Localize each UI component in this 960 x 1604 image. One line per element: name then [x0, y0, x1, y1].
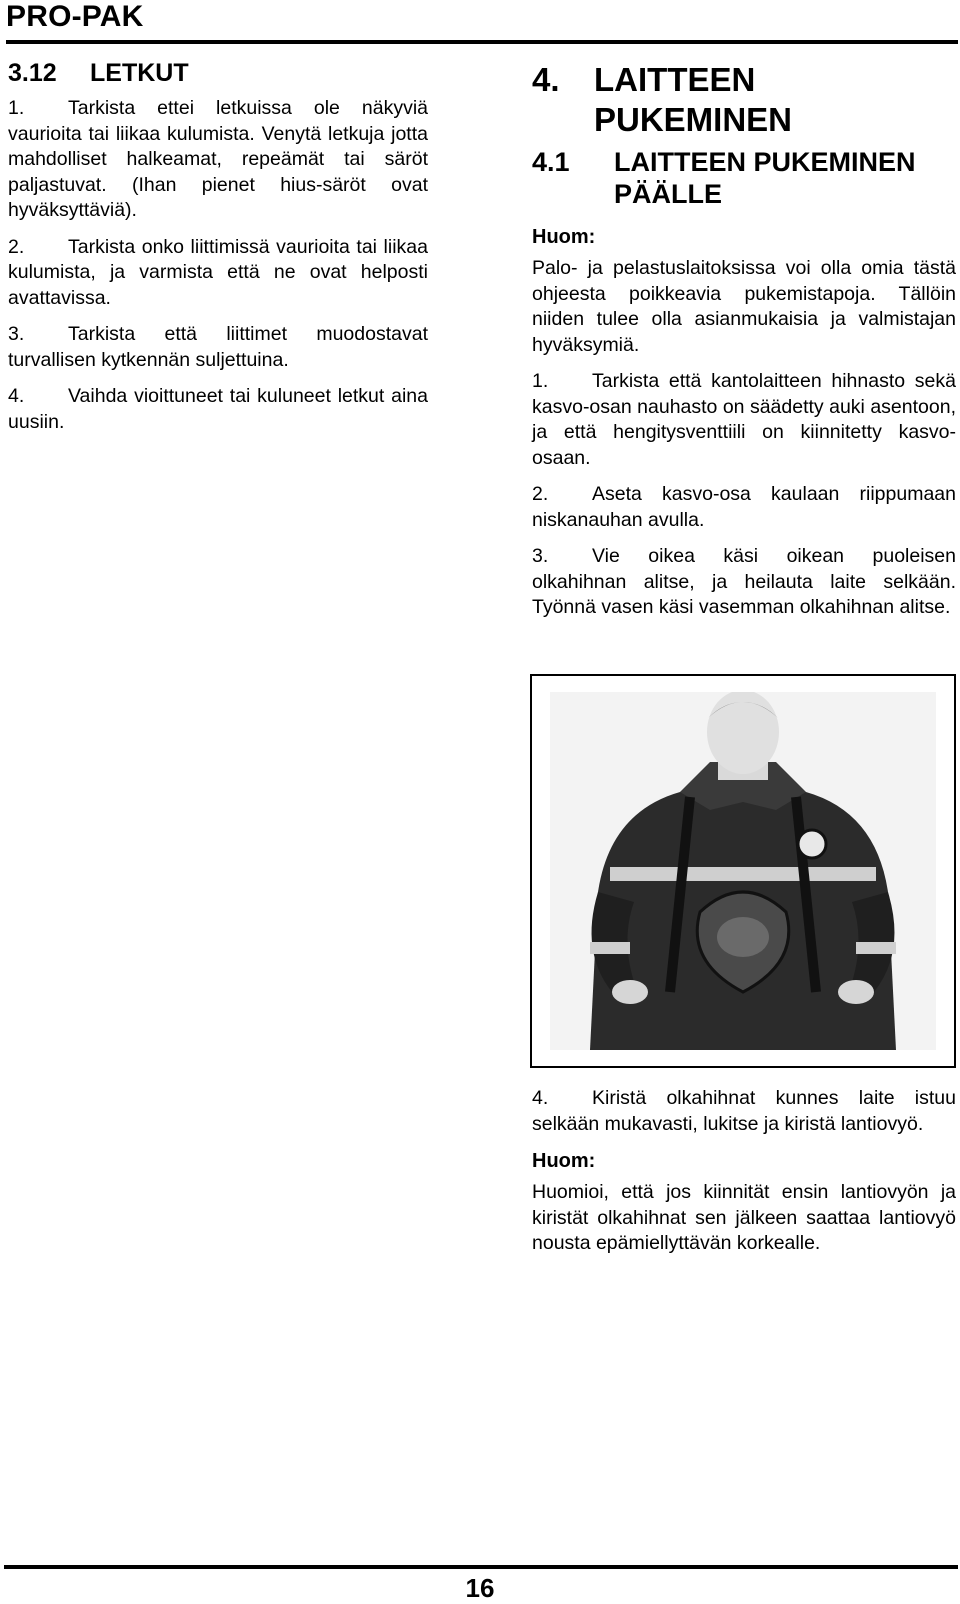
- hose-check-item: [8, 96, 428, 224]
- donning-step: [532, 482, 956, 533]
- right-column: [532, 60, 956, 632]
- hose-check-item: [8, 384, 428, 435]
- firefighter-photo: [530, 674, 956, 1068]
- note-text: Huomioi, että jos kiinnität ensin lantiovyön ja kiristät olkahihnat sen jälkeen saattaa lantiovyö nousta epämiellyttävän korkealle.: [532, 1181, 956, 1254]
- donning-step: [532, 1086, 956, 1137]
- header-rule: [6, 40, 958, 44]
- hose-check-item: [8, 235, 428, 312]
- right-column-lower: [532, 1086, 956, 1268]
- step-number: 1.: [532, 370, 549, 392]
- item-number: 4.: [8, 385, 25, 407]
- chapter-number: 4.: [532, 61, 560, 98]
- firefighter-illustration: [550, 692, 936, 1050]
- note-label: Huom:: [532, 1150, 596, 1172]
- note-text: Palo- ja pelastuslaitoksissa voi olla omia tästä ohjeesta poikkeavia pukemistapoja. Tällöin niiden tulee olla asianmukaisia ja valmistajan hyväksymiä.: [532, 257, 956, 356]
- step-text: Vie oikea käsi oikean puoleisen olkahihnan alitse, ja heilauta laite selkään. Työnnä vasen käsi vasemman olkahihnan alitse.: [532, 545, 956, 618]
- section-heading-letkut: [8, 58, 428, 88]
- item-number: 1.: [8, 97, 25, 119]
- step-text: Kiristä olkahihnat kunnes laite istuu selkään mukavasti, lukitse ja kiristä lantiovyö.: [532, 1087, 956, 1135]
- hose-check-item: [8, 322, 428, 373]
- page-number: 16: [465, 1573, 495, 1603]
- section-heading-pukeminen: [532, 146, 956, 210]
- left-column: [8, 58, 428, 446]
- item-number: 3.: [8, 323, 25, 345]
- section-title: LAITTEEN PUKEMINEN PÄÄLLE: [614, 147, 916, 209]
- item-text: Tarkista ettei letkuissa ole näkyviä vaurioita tai liikaa kulumista. Venytä letkuja jotta mahdolliset halkeamat, repeämät tai säröt paljastuvat. (Ihan pienet hius-säröt ovat hyväksyttäviä).: [8, 97, 428, 221]
- note-label: Huom:: [532, 226, 596, 248]
- section-number: 3.12: [8, 59, 57, 87]
- donning-step: [532, 369, 956, 471]
- step-number: 4.: [532, 1087, 549, 1109]
- item-text: Tarkista että liittimet muodostavat turvallisen kytkennän suljettuina.: [8, 323, 428, 371]
- item-text: Tarkista onko liittimissä vaurioita tai liikaa kulumista, ja varmista että ne ovat helposti avattavissa.: [8, 235, 428, 309]
- section-number: 4.1: [532, 147, 570, 177]
- chapter-heading: [532, 60, 956, 140]
- step-text: Aseta kasvo-osa kaulaan riippumaan niskanauhan avulla.: [532, 483, 956, 531]
- footer-rule: [4, 1565, 958, 1569]
- step-text: Tarkista että kantolaitteen hihnasto sekä kasvo-osan nauhasto on säädetty auki asentoon, ja että hengitysventtiili on kiinnitetty kasvo-osaan.: [532, 370, 956, 469]
- document-title: PRO-PAK: [6, 0, 144, 33]
- donning-step: [532, 544, 956, 621]
- chapter-title: LAITTEEN PUKEMINEN: [594, 61, 793, 138]
- item-number: 2.: [8, 235, 25, 258]
- step-number: 3.: [532, 545, 549, 567]
- section-title: LETKUT: [90, 59, 189, 87]
- item-text: Vaihda vioittuneet tai kuluneet letkut aina uusiin.: [8, 385, 428, 433]
- step-number: 2.: [532, 483, 549, 505]
